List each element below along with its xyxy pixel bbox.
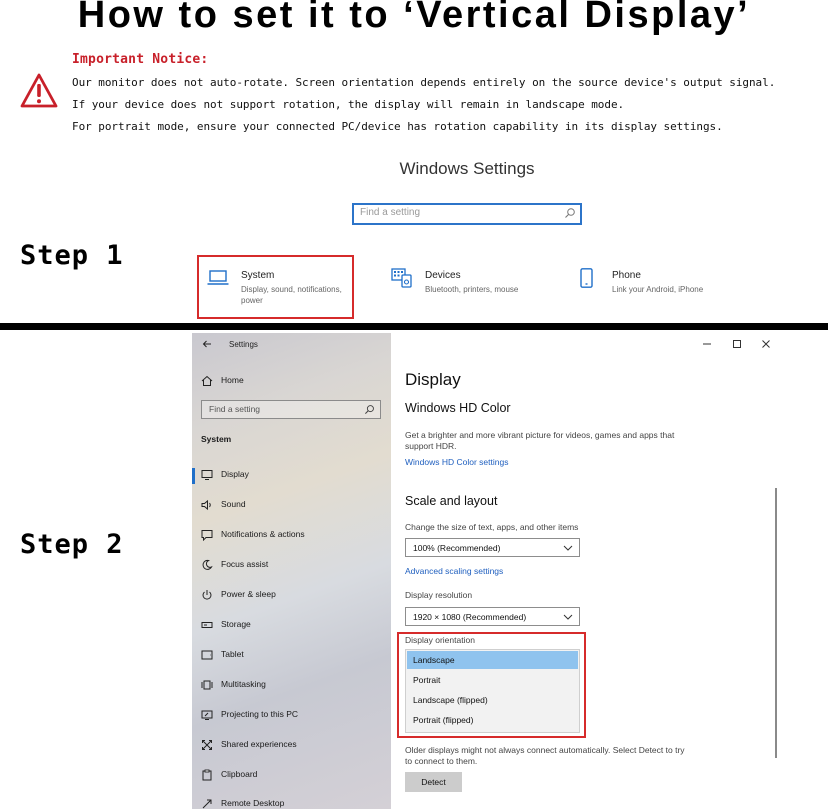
notification-icon (201, 529, 213, 541)
category-name: Devices (425, 270, 461, 281)
advanced-scaling-link[interactable]: Advanced scaling settings (405, 566, 504, 576)
scale-layout-heading: Scale and layout (405, 494, 498, 508)
sidebar-item-label: Multitasking (221, 679, 266, 689)
resolution-select[interactable] (405, 607, 580, 626)
sidebar-item-label: Power & sleep (221, 589, 276, 599)
option-label: Landscape (413, 655, 455, 665)
notice-line: Our monitor does not auto-rotate. Screen orientation depends entirely on the source device's output signal. (72, 76, 776, 89)
category-name: System (241, 270, 275, 281)
app-title: Settings (229, 340, 258, 349)
projecting-icon (201, 709, 213, 721)
step-2-label: Step 2 (20, 529, 124, 560)
sidebar-item-label: Storage (221, 619, 251, 629)
hd-color-description: Get a brighter and more vibrant picture for videos, games and apps that support HDR. (405, 430, 675, 451)
search-icon (364, 404, 375, 415)
sidebar-item-label: Tablet (221, 649, 244, 659)
category-description: Bluetooth, printers, mouse (425, 285, 519, 294)
category-description: Display, sound, notifications, power (241, 285, 342, 305)
detect-button[interactable]: Detect (405, 772, 462, 792)
option-label: Landscape (flipped) (413, 695, 488, 705)
sidebar-item-label: Projecting to this PC (221, 709, 299, 719)
chevron-down-icon (563, 543, 573, 553)
display-heading: Display (405, 370, 461, 389)
back-arrow-icon[interactable] (202, 339, 212, 349)
search-placeholder: Find a setting (360, 207, 421, 218)
notice-heading: Important Notice: (72, 52, 209, 67)
windows-settings-search-input[interactable] (352, 203, 582, 225)
section-divider (0, 323, 828, 330)
sidebar-section-heading: System (201, 434, 232, 444)
warning-triangle-icon (20, 72, 58, 110)
sidebar-item-label: Notifications & actions (221, 529, 305, 539)
option-label: Portrait (413, 675, 441, 685)
sidebar-item-label: Display (221, 469, 249, 479)
speaker-icon (201, 499, 213, 511)
search-placeholder: Find a setting (209, 404, 261, 414)
notice-line: For portrait mode, ensure your connected PC/device has rotation capability in its display settings. (72, 120, 723, 133)
remote-desktop-icon (201, 798, 213, 809)
search-icon (564, 207, 576, 219)
windows-settings-title: Windows Settings (399, 159, 535, 178)
orientation-label: Display orientation (405, 635, 475, 645)
scrollbar[interactable] (775, 488, 777, 758)
sidebar-item-label: Focus assist (221, 559, 269, 569)
sidebar-item-label: Sound (221, 499, 246, 509)
scale-value: 100% (Recommended) (413, 543, 501, 553)
settings-main-panel (391, 333, 800, 809)
older-displays-text: Older displays might not always connect automatically. Select Detect to try to connect to them. (405, 745, 685, 766)
moon-icon (201, 559, 213, 571)
settings-sidebar (192, 333, 391, 809)
resolution-value: 1920 × 1080 (Recommended) (413, 612, 527, 622)
multitasking-icon (201, 679, 213, 691)
clipboard-icon (201, 769, 213, 781)
system-highlight-box (197, 255, 354, 319)
devices-icon (391, 268, 413, 288)
scale-label: Change the size of text, apps, and other items (405, 522, 579, 532)
orientation-highlight-box (397, 632, 586, 738)
settings-window (192, 333, 800, 809)
sidebar-item-label: Shared experiences (221, 739, 297, 749)
hd-color-settings-link[interactable]: Windows HD Color settings (405, 457, 509, 467)
storage-icon (201, 619, 213, 631)
notice-line: If your device does not support rotation, the display will remain in landscape mode. (72, 98, 625, 111)
sidebar-search-input[interactable] (201, 400, 381, 419)
tablet-icon (201, 649, 213, 661)
category-name: Phone (612, 270, 641, 281)
hd-color-heading: Windows HD Color (405, 401, 511, 415)
sidebar-item-label: Clipboard (221, 769, 258, 779)
scale-select[interactable] (405, 538, 580, 557)
sidebar-item-label: Remote Desktop (221, 798, 285, 808)
option-label: Portrait (flipped) (413, 715, 474, 725)
power-icon (201, 589, 213, 601)
page-title: How to set it to ‘Vertical Display’ (77, 0, 751, 36)
monitor-icon (201, 469, 213, 481)
active-item-indicator (192, 468, 195, 484)
sidebar-item-label: Home (221, 375, 244, 385)
phone-icon (578, 268, 600, 288)
resolution-label: Display resolution (405, 590, 473, 600)
chevron-down-icon (563, 612, 573, 622)
step-1-label: Step 1 (20, 240, 124, 271)
category-description: Link your Android, iPhone (612, 285, 704, 294)
shared-icon (201, 739, 213, 751)
home-icon (201, 375, 213, 387)
